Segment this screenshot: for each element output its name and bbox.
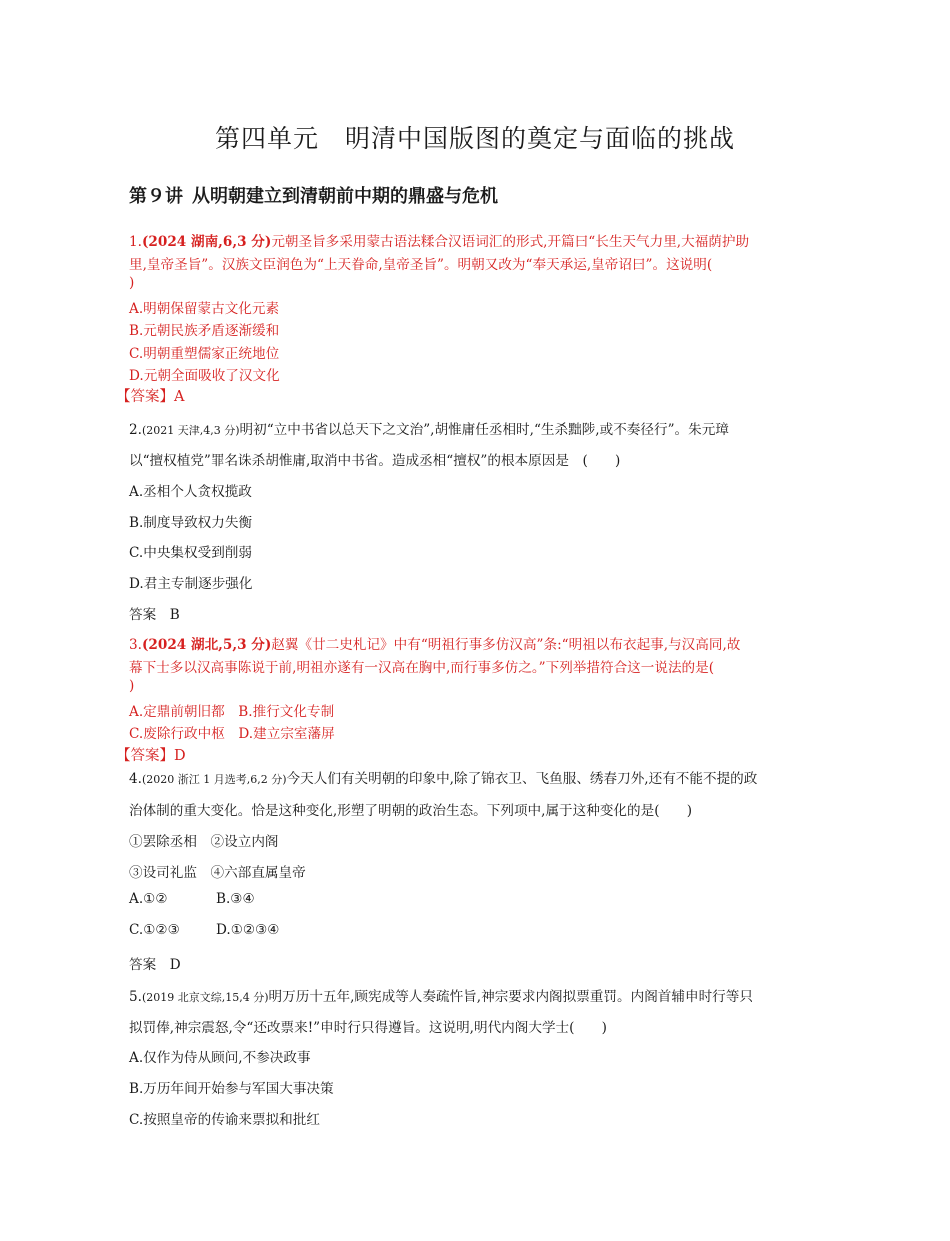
question-1-stem-1: 元朝圣旨多采用蒙古语法糅合汉语词汇的形式,开篇曰“长生天气力里,大福荫护助	[271, 234, 750, 250]
question-4-number: 4.	[129, 771, 142, 787]
question-4-option-b: B.③④	[216, 891, 255, 907]
question-5-number: 5.	[129, 989, 142, 1005]
question-4-line-2: 治体制的重大变化。恰是这种变化,形塑了明朝的政治生态。下列项中,属于这种变化的是( )	[129, 803, 692, 819]
question-2-line-1	[129, 418, 729, 438]
question-2-option-a: A.丞相个人贪权揽政	[129, 484, 252, 500]
question-1-line-3: )	[129, 275, 135, 291]
question-3-options-row-1: A.定鼎前朝旧都 B.推行文化专制	[129, 704, 335, 720]
question-2-option-d: D.君主专制逐步强化	[129, 576, 253, 592]
question-1-source: (2024 湖南,6,3 分)	[141, 234, 272, 250]
question-1-answer: 【答案】A	[116, 389, 185, 405]
question-5-option-a: A.仅作为侍从顾问,不参决政事	[129, 1050, 311, 1066]
question-5-line-2: 拟罚俸,神宗震怒,令“还改票来!”申时行只得遵旨。这说明,明代内阁大学士( )	[129, 1020, 607, 1036]
question-4-line-1	[129, 767, 757, 787]
question-1-option-a: A.明朝保留蒙古文化元素	[129, 301, 280, 317]
question-2-number: 2.	[129, 422, 142, 438]
question-2-option-c: C.中央集权受到削弱	[129, 545, 252, 561]
question-2-line-2: 以“擅权植党”罪名诛杀胡惟庸,取消中书省。造成丞相“擅权”的根本原因是 ( )	[129, 453, 621, 469]
unit-title: 第四单元 明清中国版图的奠定与面临的挑战	[214, 124, 735, 153]
question-3-number: 3.	[129, 637, 142, 653]
question-3-answer: 【答案】D	[116, 748, 186, 764]
question-5-line-1	[129, 985, 753, 1005]
question-4-option-a: A.①②	[129, 891, 168, 907]
question-3-options-row-2: C.废除行政中枢 D.建立宗室藩屏	[129, 726, 335, 742]
question-3-line-3: )	[129, 678, 135, 694]
question-1-line-1	[129, 230, 749, 250]
question-5-option-c: C.按照皇帝的传谕来票拟和批红	[129, 1112, 320, 1128]
question-3-line-1	[129, 633, 740, 653]
question-2-source: (2021 天津,4,3 分)	[141, 424, 240, 437]
question-2-answer: 答案 B	[129, 607, 180, 623]
question-4-option-d: D.①②③④	[216, 922, 280, 938]
question-4-stem-1: 今天人们有关明朝的印象中,除了锦衣卫、飞鱼服、绣春刀外,还有不能不提的政	[286, 771, 758, 787]
question-4-items-row-1: ①罢除丞相 ②设立内阁	[129, 834, 279, 850]
question-4-option-c: C.①②③	[129, 922, 180, 938]
question-1-option-c: C.明朝重塑儒家正统地位	[129, 346, 280, 362]
question-1-number: 1.	[129, 234, 142, 250]
question-5-source: (2019 北京文综,15,4 分)	[141, 991, 269, 1004]
question-2-option-b: B.制度导致权力失衡	[129, 515, 253, 531]
question-4-items-row-2: ③设司礼监 ④六部直属皇帝	[129, 865, 306, 881]
question-2-stem-1: 明初“立中书省以总天下之文治”,胡惟庸任丞相时,“生杀黜陟,或不奏径行”。朱元璋	[239, 422, 729, 438]
question-3-stem-1: 赵翼《廿二史札记》中有“明祖行事多仿汉高”条:“明祖以布衣起事,与汉高同,故	[271, 637, 741, 653]
question-4-source: (2020 浙江 1 月选考,6,2 分)	[141, 773, 287, 786]
question-3-source: (2024 湖北,5,3 分)	[141, 637, 272, 653]
lesson-title: 第９讲 从明朝建立到清朝前中期的鼎盛与危机	[129, 186, 498, 207]
question-5-option-b: B.万历年间开始参与军国大事决策	[129, 1081, 334, 1097]
question-3-line-2: 幕下士多以汉高事陈说于前,明祖亦遂有一汉高在胸中,而行事多仿之。”下列举措符合这一说法的是(	[129, 660, 715, 676]
question-5-stem-1: 明万历十五年,顾宪成等人奏疏忤旨,神宗要求内阁拟票重罚。内阁首辅申时行等只	[268, 989, 753, 1005]
question-1-line-2: 里,皇帝圣旨”。汉族文臣润色为“上天眷命,皇帝圣旨”。明朝又改为“奉天承运,皇帝诏曰”。这说明(	[129, 257, 713, 273]
question-1-option-b: B.元朝民族矛盾逐渐缓和	[129, 323, 280, 339]
question-1-option-d: D.元朝全面吸收了汉文化	[129, 368, 280, 384]
question-4-answer: 答案 D	[129, 957, 181, 973]
